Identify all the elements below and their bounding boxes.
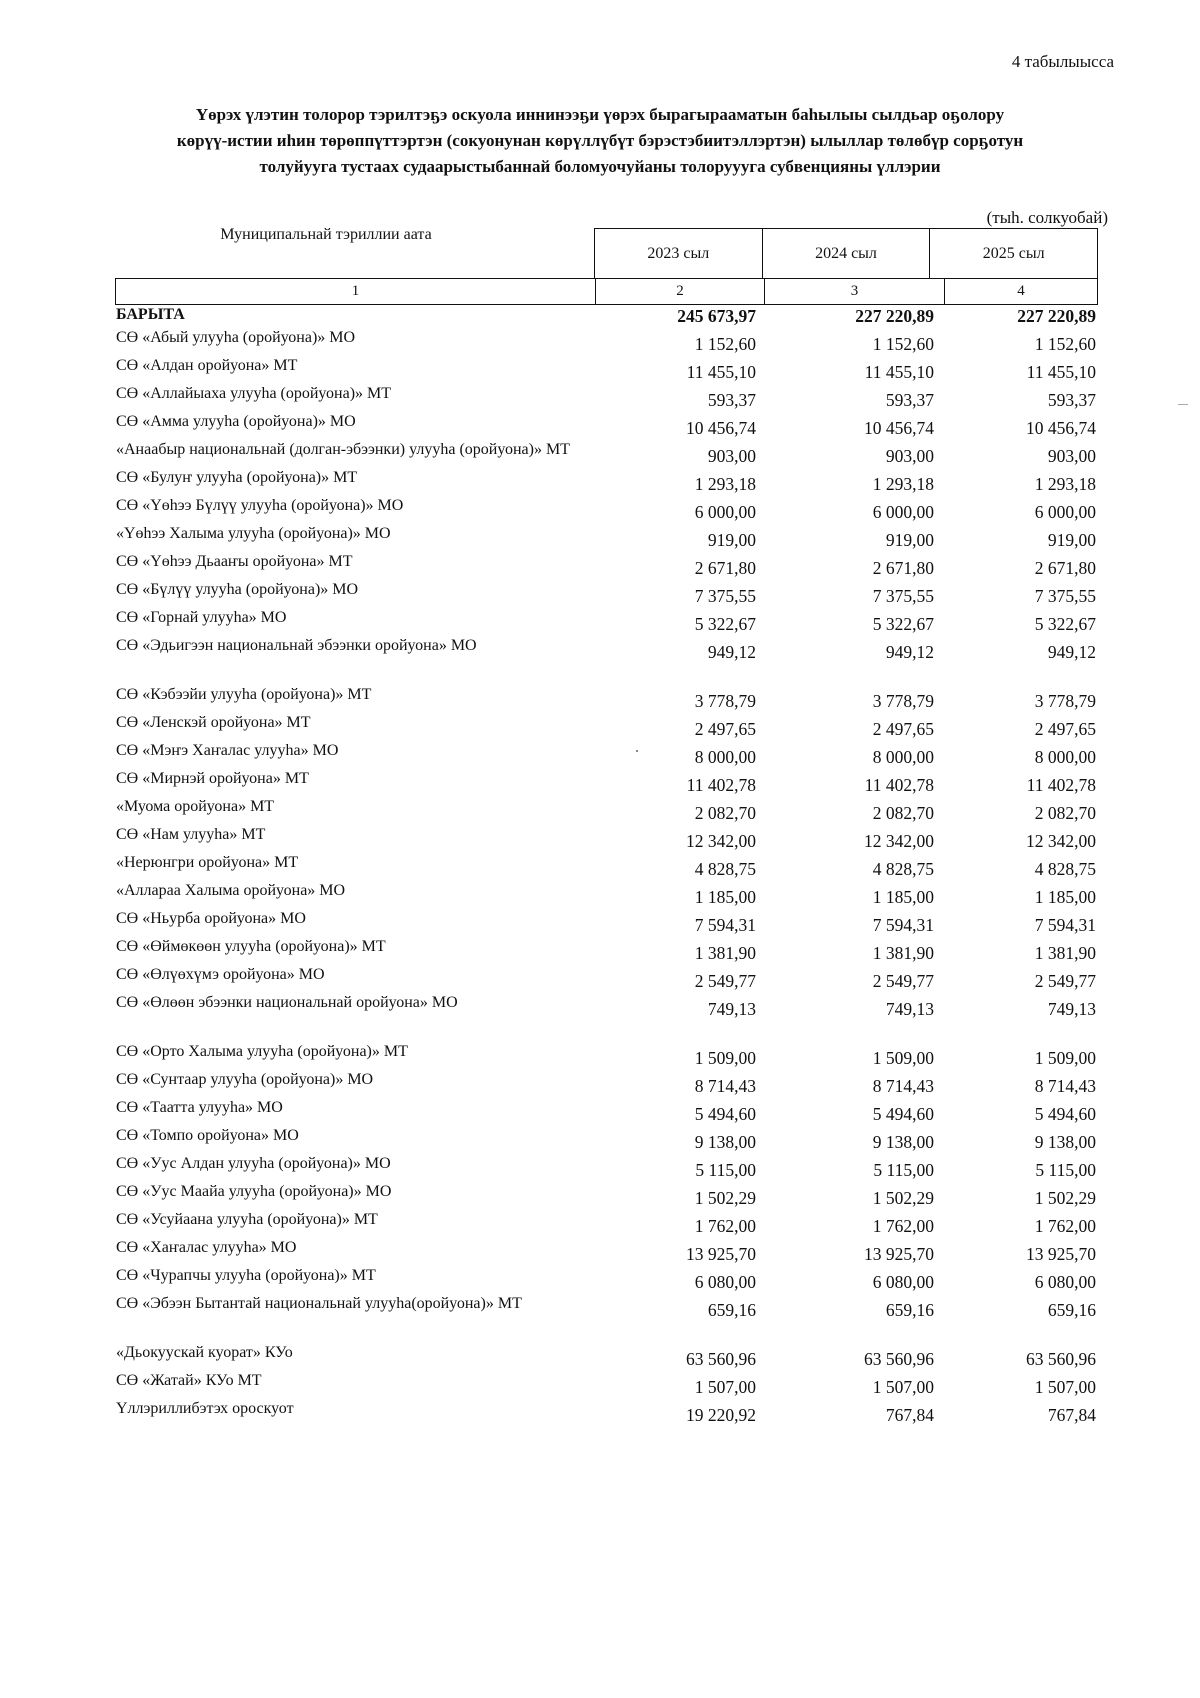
column-number-row (115, 278, 1098, 305)
table-row (116, 1370, 1100, 1398)
value-2024: 767,84 (885, 1405, 934, 1425)
value-2023: 11 402,78 (686, 775, 756, 795)
table-row (116, 383, 1100, 411)
row-name: СӨ «Усуйаана улууһа (оройуона)» МТ (116, 1211, 378, 1228)
table-row (116, 1293, 1100, 1321)
value-2023: 903,00 (707, 446, 756, 466)
value-2023: 9 138,00 (694, 1132, 756, 1152)
value-2025: 11 402,78 (1026, 775, 1096, 795)
row-name: СӨ «Үөһээ Бүлүү улууһа (оройуона)» МО (116, 497, 404, 514)
table-row (116, 964, 1100, 992)
value-2025: 1 509,00 (1034, 1048, 1096, 1068)
value-2025: 1 507,00 (1034, 1377, 1096, 1397)
value-2025: 11 455,10 (1026, 362, 1096, 382)
row-name: «Аллараа Халыма оройуона» МО (116, 882, 346, 899)
row-name: «Үөһээ Халыма улууһа (оройуона)» МО (116, 525, 391, 542)
table-row (116, 1153, 1100, 1181)
column-number: 1 (351, 283, 360, 299)
value-2023: 12 342,00 (686, 831, 756, 851)
value-2025: 5 494,60 (1034, 1104, 1096, 1124)
value-2024: 1 381,90 (872, 943, 934, 963)
value-2024: 4 828,75 (872, 859, 934, 879)
value-2025: 13 925,70 (1026, 1244, 1096, 1264)
value-2025: 2 082,70 (1034, 803, 1096, 823)
title-line: толуйууга тустаах судаарыстыбаннай боломуочуйаны толоруууга субвенцияны үллэрии (259, 157, 941, 176)
row-name: СӨ «Уус Алдан улууһа (оройуона)» МО (116, 1155, 391, 1172)
value-2025: 3 778,79 (1034, 691, 1096, 711)
table-row (116, 355, 1100, 383)
value-2023: 6 000,00 (694, 502, 756, 522)
table-row (116, 1181, 1100, 1209)
row-name: СӨ «Томпо оройуона» МО (116, 1127, 299, 1144)
row-name: СӨ «Өймөкөөн улууһа (оройуона)» МТ (116, 938, 386, 955)
row-name: СӨ «Үөһээ Дьааҥы оройуона» МТ (116, 553, 353, 570)
table-row (116, 768, 1100, 796)
value-2023: 19 220,92 (686, 1405, 756, 1425)
value-2024: 7 375,55 (872, 586, 934, 606)
value-2025: 6 000,00 (1034, 502, 1096, 522)
value-2024: 227 220,89 (855, 306, 934, 326)
value-2023: 3 778,79 (694, 691, 756, 711)
table-row (116, 1097, 1100, 1125)
row-name: СӨ «Өлүөхүмэ оройуона» МО (116, 966, 325, 983)
value-2023: 1 762,00 (694, 1216, 756, 1236)
value-2025: 10 456,74 (1026, 418, 1096, 438)
value-2024: 1 293,18 (872, 474, 934, 494)
value-2025: 2 497,65 (1034, 719, 1096, 739)
row-name: СӨ «Эбээн Бытантай национальнай улууһа(оройуона)» МТ (116, 1295, 522, 1312)
value-2023: 2 082,70 (694, 803, 756, 823)
row-name: СӨ «Таатта улууһа» МО (116, 1099, 283, 1116)
value-2024: 2 082,70 (872, 803, 934, 823)
value-2024: 1 152,60 (872, 334, 934, 354)
value-2025: 903,00 (1047, 446, 1096, 466)
column-header-year: 2024 сыл (762, 229, 930, 278)
value-2023: 11 455,10 (686, 362, 756, 382)
value-2024: 1 185,00 (872, 887, 934, 907)
value-2023: 5 115,00 (695, 1160, 756, 1180)
value-2023: 1 293,18 (694, 474, 756, 494)
value-2023: 4 828,75 (694, 859, 756, 879)
row-name: «Анаабыр национальнай (долган-эбээнки) улууһа (оройуона)» МТ (116, 441, 570, 458)
table-row (116, 1125, 1100, 1153)
value-2024: 11 402,78 (864, 775, 934, 795)
value-2024: 903,00 (885, 446, 934, 466)
value-2023: 245 673,97 (677, 306, 756, 326)
table-row (116, 411, 1100, 439)
value-2025: 8 714,43 (1034, 1076, 1096, 1096)
table-row (116, 880, 1100, 908)
row-name: СӨ «Эдьигээн национальнай эбээнки оройуона» МО (116, 637, 477, 654)
table-body (116, 305, 1100, 1426)
table-row (116, 1237, 1100, 1265)
table-row (116, 327, 1100, 355)
row-name: БАРЫТА (116, 306, 185, 323)
value-2024: 5 494,60 (872, 1104, 934, 1124)
value-2025: 227 220,89 (1017, 306, 1096, 326)
row-name: СӨ «Булуҥ улууһа (оройуона)» МТ (116, 469, 358, 486)
row-name: СӨ «Чурапчы улууһа (оройуона)» МТ (116, 1267, 376, 1284)
value-2024: 2 497,65 (872, 719, 934, 739)
value-2024: 8 000,00 (872, 747, 934, 767)
value-2025: 5 115,00 (1035, 1160, 1096, 1180)
table-row (116, 495, 1100, 523)
table-row (116, 607, 1100, 635)
row-name: «Муома оройуона» МТ (116, 798, 275, 815)
value-2024: 5 115,00 (873, 1160, 934, 1180)
value-2023: 63 560,96 (686, 1349, 756, 1369)
value-2023: 7 594,31 (694, 915, 756, 935)
group-spacer (116, 663, 1100, 684)
row-name: СӨ «Жатай» КУо МТ (116, 1372, 262, 1389)
value-2023: 1 152,60 (694, 334, 756, 354)
value-2023: 5 494,60 (694, 1104, 756, 1124)
row-name: Үллэриллибэтэх ороскуот (116, 1400, 294, 1417)
table-row (116, 467, 1100, 495)
value-2025: 7 594,31 (1034, 915, 1096, 935)
row-name: СӨ «Кэбээйи улууһа (оройуона)» МТ (116, 686, 372, 703)
value-2024: 659,16 (885, 1300, 934, 1320)
value-2024: 1 502,29 (872, 1188, 934, 1208)
value-2025: 1 381,90 (1034, 943, 1096, 963)
value-2023: 1 502,29 (694, 1188, 756, 1208)
value-2025: 1 762,00 (1034, 1216, 1096, 1236)
row-name: СӨ «Бүлүү улууһа (оройуона)» МО (116, 581, 359, 598)
value-2023: 659,16 (707, 1300, 756, 1320)
value-2024: 9 138,00 (872, 1132, 934, 1152)
value-2023: 7 375,55 (694, 586, 756, 606)
value-2023: 593,37 (707, 390, 756, 410)
page-label: 4 табылыысса (1011, 52, 1114, 71)
row-name: СӨ «Хаҥалас улууһа» МО (116, 1239, 297, 1256)
value-2025: 2 671,80 (1034, 558, 1096, 578)
value-2025: 7 375,55 (1034, 586, 1096, 606)
value-2024: 2 671,80 (872, 558, 934, 578)
value-2025: 6 080,00 (1034, 1272, 1096, 1292)
table-row (116, 824, 1100, 852)
value-2025: 949,12 (1047, 642, 1096, 662)
value-2024: 11 455,10 (864, 362, 934, 382)
table-row (116, 439, 1100, 467)
value-2024: 749,13 (885, 999, 934, 1019)
value-2024: 6 080,00 (872, 1272, 934, 1292)
table-row (116, 992, 1100, 1020)
value-2023: 10 456,74 (686, 418, 756, 438)
value-2023: 749,13 (707, 999, 756, 1019)
row-name: СӨ «Нам улууһа» МТ (116, 826, 266, 843)
value-2023: 13 925,70 (686, 1244, 756, 1264)
value-2024: 593,37 (885, 390, 934, 410)
value-2025: 5 322,67 (1034, 614, 1096, 634)
value-2025: 63 560,96 (1026, 1349, 1096, 1369)
row-name: СӨ «Өлөөн эбээнки национальнай оройуона» МО (116, 994, 458, 1011)
title-line: көрүү-истии иһин төрөппүттэртэн (сокуонунан көрүллүбүт бэрэстэбиитэллэртэн) ылыллар төлөбүр сорҕотун (176, 131, 1024, 150)
value-2025: 12 342,00 (1026, 831, 1096, 851)
table-row (116, 551, 1100, 579)
value-2024: 12 342,00 (864, 831, 934, 851)
row-name: СӨ «Абый улууһа (оройуона)» МО (116, 329, 356, 346)
value-2024: 10 456,74 (864, 418, 934, 438)
table-row (116, 523, 1100, 551)
table-row (116, 712, 1100, 740)
value-2024: 5 322,67 (872, 614, 934, 634)
column-number: 4 (944, 279, 1097, 304)
value-2025: 1 185,00 (1034, 887, 1096, 907)
value-2024: 1 509,00 (872, 1048, 934, 1068)
group-spacer (116, 1020, 1100, 1041)
value-2025: 1 293,18 (1034, 474, 1096, 494)
value-2025: 1 502,29 (1034, 1188, 1096, 1208)
value-2025: 593,37 (1047, 390, 1096, 410)
value-2023: 6 080,00 (694, 1272, 756, 1292)
row-name: СӨ «Уус Маайа улууһа (оройуона)» МО (116, 1183, 392, 1200)
table-row (116, 1069, 1100, 1097)
row-name: СӨ «Алдан оройуона» МТ (116, 357, 298, 374)
column-number: 3 (764, 279, 944, 304)
table-row (116, 1342, 1100, 1370)
document-title (100, 102, 1100, 180)
value-2024: 13 925,70 (864, 1244, 934, 1264)
value-2023: 1 185,00 (694, 887, 756, 907)
value-2025: 767,84 (1047, 1405, 1096, 1425)
row-name: СӨ «Мэҥэ Хаҥалас улууһа» МО (116, 742, 339, 759)
value-2023: 1 381,90 (694, 943, 756, 963)
value-2023: 8 714,43 (694, 1076, 756, 1096)
value-2024: 6 000,00 (872, 502, 934, 522)
table-row (116, 684, 1100, 712)
value-2024: 2 549,77 (872, 971, 934, 991)
table-row (116, 1041, 1100, 1069)
value-2023: 8 000,00 (694, 747, 756, 767)
table-row (116, 1209, 1100, 1237)
column-number: 2 (595, 279, 764, 304)
value-2023: 2 671,80 (694, 558, 756, 578)
table-row-total (116, 305, 1100, 327)
row-name: СӨ «Ленскэй оройуона» МТ (116, 714, 311, 731)
year-headers (594, 228, 1098, 278)
table-row (116, 740, 1100, 768)
table-row (116, 635, 1100, 663)
row-name: «Дьокуускай куорат» КУо (116, 1344, 293, 1361)
value-2024: 3 778,79 (872, 691, 934, 711)
value-2025: 2 549,77 (1034, 971, 1096, 991)
value-2024: 8 714,43 (872, 1076, 934, 1096)
value-2023: 1 509,00 (694, 1048, 756, 1068)
group-spacer (116, 1321, 1100, 1342)
row-name: «Нерюнгри оройуона» МТ (116, 854, 299, 871)
scan-dot (636, 750, 638, 752)
value-2024: 919,00 (885, 530, 934, 550)
value-2025: 8 000,00 (1034, 747, 1096, 767)
value-2024: 63 560,96 (864, 1349, 934, 1369)
value-2023: 919,00 (707, 530, 756, 550)
table-row (116, 908, 1100, 936)
row-name: СӨ «Ньурба оройуона» МО (116, 910, 306, 927)
column-header-name: Муниципальнай тэриллии аата (220, 226, 432, 243)
value-2025: 4 828,75 (1034, 859, 1096, 879)
value-2023: 2 497,65 (694, 719, 756, 739)
table-row (116, 936, 1100, 964)
units-label: (тыһ. солкуобай) (986, 208, 1108, 227)
value-2025: 1 152,60 (1034, 334, 1096, 354)
value-2023: 949,12 (707, 642, 756, 662)
table-row (116, 1265, 1100, 1293)
table-row (116, 852, 1100, 880)
value-2023: 1 507,00 (694, 1377, 756, 1397)
value-2024: 949,12 (885, 642, 934, 662)
row-name: СӨ «Сунтаар улууһа (оройуона)» МО (116, 1071, 374, 1088)
value-2024: 1 507,00 (872, 1377, 934, 1397)
value-2023: 5 322,67 (694, 614, 756, 634)
title-line: Үөрэх үлэтин толорор тэрилтэҕэ оскуола иннинээҕи үөрэх бырагырааматын баһылыы сылдьар оҕолору (195, 105, 1005, 124)
row-name: СӨ «Мирнэй оройуона» МТ (116, 770, 309, 787)
value-2023: 2 549,77 (694, 971, 756, 991)
column-header-year: 2023 сыл (647, 244, 710, 262)
table-row (116, 1398, 1100, 1426)
table-row (116, 796, 1100, 824)
column-header-year: 2025 сыл (929, 229, 1097, 278)
row-name: СӨ «Аллайыаха улууһа (оройуона)» МТ (116, 385, 392, 402)
value-2025: 919,00 (1047, 530, 1096, 550)
value-2025: 659,16 (1047, 1300, 1096, 1320)
row-name: СӨ «Амма улууһа (оройуона)» МО (116, 413, 356, 430)
value-2024: 7 594,31 (872, 915, 934, 935)
margin-mark (1178, 404, 1188, 405)
table-row (116, 579, 1100, 607)
value-2024: 1 762,00 (872, 1216, 934, 1236)
value-2025: 9 138,00 (1034, 1132, 1096, 1152)
row-name: СӨ «Горнай улууһа» МО (116, 609, 287, 626)
row-name: СӨ «Орто Халыма улууһа (оройуона)» МТ (116, 1043, 408, 1060)
value-2025: 749,13 (1047, 999, 1096, 1019)
